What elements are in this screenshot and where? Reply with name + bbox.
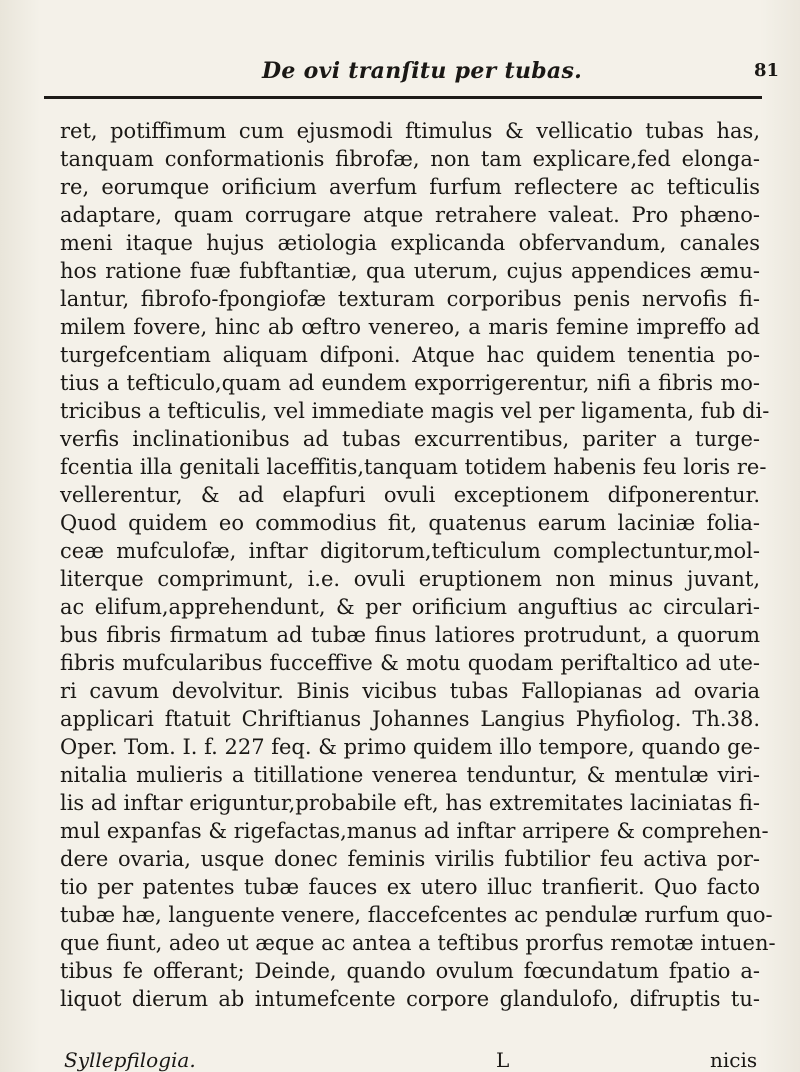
text-line: tibus fe offerant; Deinde, quando ovulum fœcundatum fpatio a- xyxy=(60,959,760,983)
text-line: fcentia illa genitali laceffitis,tanquam totidem habenis feu loris re- xyxy=(60,455,767,479)
text-line: ac elifum,apprehendunt, & per orificium anguftius ac circulari- xyxy=(60,595,760,619)
text-line: fibris mufcularibus fucceffive & motu quodam periftaltico ad ute- xyxy=(60,651,760,675)
text-line: milem fovere, hinc ab œftro venereo, a maris femine impreffo ad xyxy=(60,315,760,339)
text-line: vellerentur, & ad elapfuri ovuli exceptionem difponerentur. xyxy=(60,483,760,507)
text-line: tio per patentes tubæ fauces ex utero illuc tranfierit. Quo facto xyxy=(60,875,760,899)
text-line: re, eorumque orificium averfum furfum reflectere ac tefticulis xyxy=(60,175,760,199)
text-line: literque comprimunt, i.e. ovuli eruptionem non minus juvant, xyxy=(60,567,760,591)
text-line: verfis inclinationibus ad tubas excurrentibus, pariter a turge- xyxy=(60,427,760,451)
text-line: liquot dierum ab intumefcente corpore glandulofo, difruptis tu- xyxy=(60,987,760,1011)
text-line: ceæ mufculofæ, inftar digitorum,tefticulum complectuntur,mol- xyxy=(60,539,760,563)
text-line: Oper. Tom. I. f. 227 feq. & primo quidem illo tempore, quando ge- xyxy=(60,735,761,759)
text-line: hos ratione fuæ fubftantiæ, qua uterum, cujus appendices æmu- xyxy=(60,259,760,283)
signature-title: Syllepfilogia. xyxy=(64,1048,196,1072)
text-line: adaptare, quam corrugare atque retrahere valeat. Pro phæno- xyxy=(60,203,760,227)
text-line: nitalia mulieris a titillatione venerea tenduntur, & mentulæ viri- xyxy=(60,763,760,787)
text-line: bus fibris firmatum ad tubæ finus latiores protrudunt, a quorum xyxy=(60,623,760,647)
text-line: ri cavum devolvitur. Binis vicibus tubas Fallopianas ad ovaria xyxy=(60,679,760,703)
text-line: applicari ftatuit Chriftianus Johannes Langius Phyfiolog. Th.38. xyxy=(60,707,760,731)
text-line: lantur, fibrofo-fpongiofæ texturam corporibus penis nervofis fi- xyxy=(60,287,760,311)
text-line: tius a tefticulo,quam ad eundem exporrigerentur, nifi a fibris mo- xyxy=(60,371,760,395)
text-line: dere ovaria, usque donec feminis virilis fubtilior feu activa por- xyxy=(60,847,760,871)
running-title: De ovi tranſitu per tubas. xyxy=(262,58,583,84)
text-line: turgefcentiam aliquam difponi. Atque hac quidem tenentia po- xyxy=(60,343,760,367)
text-line: que fiunt, adeo ut æque ac antea a teftibus prorfus remotæ intuen- xyxy=(60,931,776,955)
signature-mark: L xyxy=(496,1048,510,1072)
catchword: nicis xyxy=(710,1048,758,1072)
text-line: meni itaque hujus ætiologia explicanda obfervandum, canales xyxy=(60,231,760,255)
text-line: lis ad inftar eriguntur,probabile eft, has extremitates laciniatas fi- xyxy=(60,791,760,815)
text-line: Quod quidem eo commodius fit, quatenus earum laciniæ folia- xyxy=(60,511,760,535)
text-line: ret, potiffimum cum ejusmodi ftimulus & vellicatio tubas has, xyxy=(60,119,760,143)
page-number: 81 xyxy=(754,60,780,81)
text-line: tubæ hæ, languente venere, flaccefcentes ac pendulæ rurfum quo- xyxy=(60,903,773,927)
text-line: tricibus a tefticulis, vel immediate magis vel per ligamenta, fub di- xyxy=(60,399,770,423)
text-line: tanquam conformationis fibrofæ, non tam explicare,fed elonga- xyxy=(60,147,760,171)
text-line: mul expanfas & rigefactas,manus ad inftar arripere & comprehen- xyxy=(60,819,769,843)
